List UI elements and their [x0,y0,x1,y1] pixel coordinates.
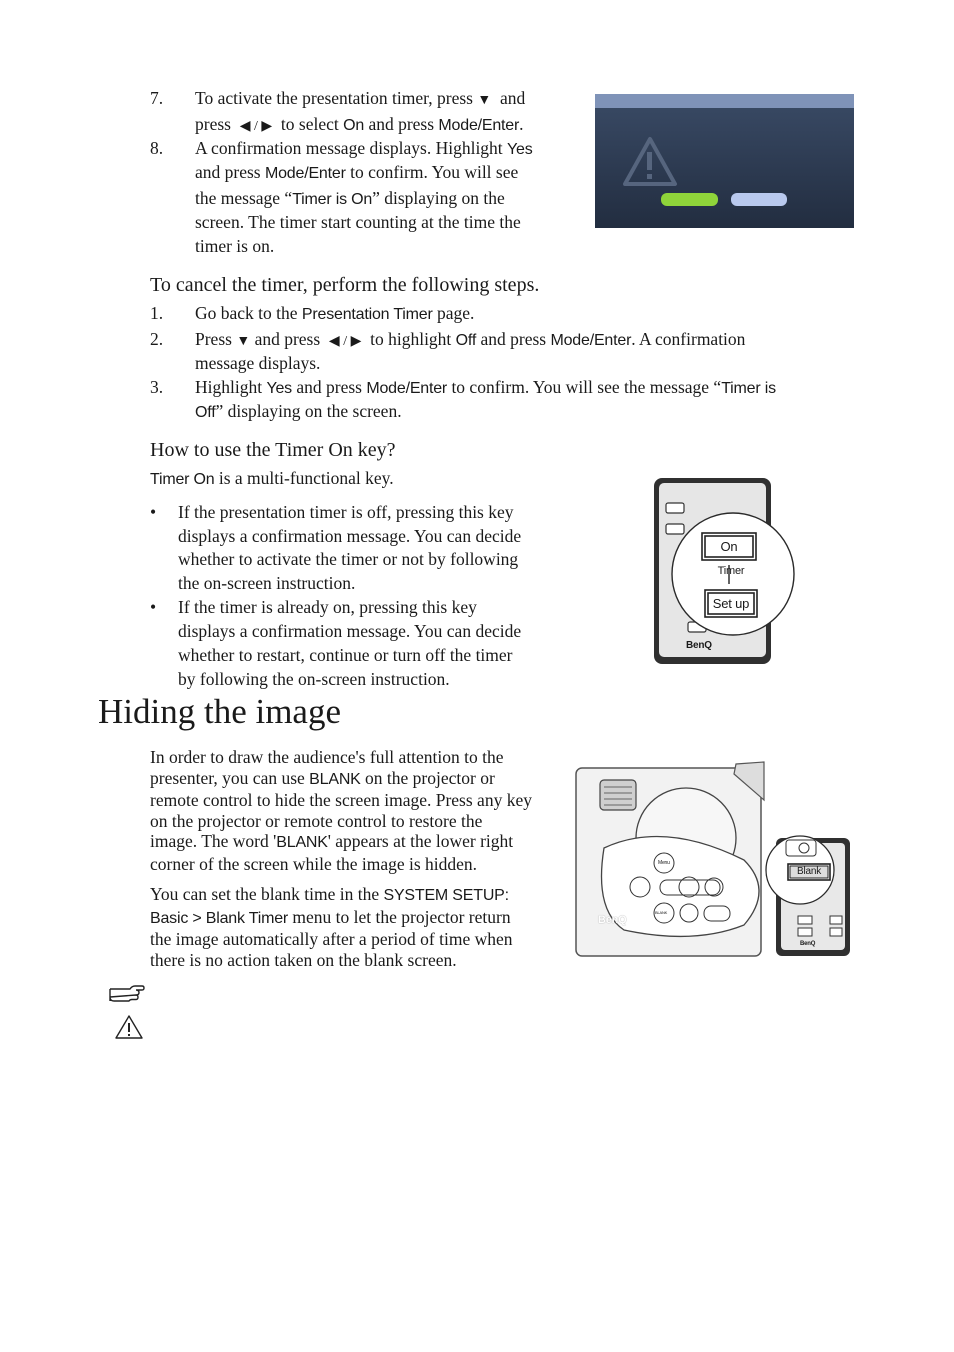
keyword-timer-is: Timer is [721,380,776,397]
note-hand-icon [108,982,146,1004]
setup-key-label: Set up [712,596,750,611]
keyword-system-setup: SYSTEM SETUP: [383,887,509,904]
step-7-line-2 [195,112,524,139]
text-line [150,768,570,791]
text: and press [254,329,321,349]
text: presenter, you can use [150,767,305,788]
keyword-blank: BLANK [276,834,328,851]
bullet-2-line-3: whether to restart, continue or turn off the timer [178,645,513,665]
projector-blank-image [574,760,852,960]
confirmation-screen-graphic [595,94,854,228]
projector-blank-key: BLANK [655,910,668,915]
bullet-2-line-4: by following the on-screen instruction. [178,669,450,689]
cancel-heading: To cancel the timer, perform the following steps. [150,274,540,296]
text: ' appears at the lower right [327,831,514,851]
text: is a multi-functional key. [218,468,394,488]
cancel-step-2-line-2: message displays. [195,353,321,373]
text-line [150,884,570,907]
step-number: 2. [150,329,164,349]
text: Highlight [195,377,263,397]
projector-menu-key: Menu [658,860,670,866]
cancel-step-3-line-2 [195,399,402,425]
cancel-step-3-line-1 [195,375,776,401]
remote-blank-key-label: Blank [796,866,821,877]
section-title: Hiding the image [98,692,342,731]
left-right-arrow-icon: ◀ / ▶ [328,334,362,349]
keyword-blank-timer: Basic > Blank Timer [150,909,289,927]
remote-brand-logo: BenQ [686,640,712,651]
cancel-step-2-line-1 [195,327,745,354]
down-arrow-icon: ▼ [236,334,251,349]
yes-button-graphic [661,193,718,206]
text: and [499,88,526,108]
text-line [150,831,570,854]
left-right-arrow-icon: ◀ / ▶ [239,119,273,134]
keyword-yes: Yes [507,141,533,158]
text: the message “ [195,188,293,208]
keyword-on: On [343,117,365,134]
keyword-mode-enter: Mode/Enter [438,117,520,134]
text: page. [436,303,475,323]
bullet: • [150,597,157,617]
bullet-1-line-1: If the presentation timer is off, pressing this key [178,502,514,522]
bullet: • [150,502,157,522]
step-8-line-5: timer is on. [195,236,275,256]
text: image. The word ' [150,831,277,851]
text-line: the image automatically after a period of time when [150,929,513,949]
text: A confirmation message displays. Highlight [195,138,503,158]
keyword-timer-on: Timer On [150,471,215,488]
text-line [150,907,570,930]
hiding-paragraph-1 [150,747,570,874]
confirmation-screen-image [595,94,854,228]
projector-graphic [574,760,852,960]
step-8-line-2 [195,160,518,186]
keyword-off: Off [195,404,216,421]
keyword-mode-enter: Mode/Enter [264,165,346,182]
bullet-2-line-2: displays a confirmation message. You can decide [178,621,522,641]
keyword-yes: Yes [266,380,292,397]
text: to confirm. You will see [350,162,519,182]
keyword-mode-enter: Mode/Enter [366,380,448,397]
hiding-paragraph-2 [150,884,570,970]
step-8-line-3 [195,186,505,212]
text: You can set the blank time in the [150,884,380,904]
no-button-graphic [731,193,787,206]
step-number: 3. [150,377,164,397]
text: menu to let the projector return [292,906,511,927]
step-number: 7. [150,88,164,108]
text: and press [296,377,362,397]
bullet-2-line-1: If the timer is already on, pressing this key [178,597,477,617]
text: and press [195,162,261,182]
text-line: corner of the screen while the image is hidden. [150,853,478,874]
text: Press [195,329,232,349]
text: Go back to the [195,303,298,323]
keyword-off: Off [455,332,477,349]
projector-brand-logo: BenQ [598,914,627,926]
text-line: remote control to hide the screen image. Press any key [150,790,532,810]
text-line: on the projector or remote control to restore the [150,810,483,831]
text-line: In order to draw the audience's full attention to the [150,747,504,767]
bullet-1-line-3: whether to activate the timer or not by following [178,549,519,569]
keyword-timer-is-on: Timer is On [292,191,373,208]
text: on the projector or [365,767,495,788]
text: ” displaying on the screen. [215,401,402,421]
bullet-1-line-4: the on-screen instruction. [178,573,356,593]
on-key-label: On [720,539,738,554]
keyword-mode-enter: Mode/Enter [550,332,632,349]
text: ” displaying on the [372,188,505,208]
text: and press [480,329,547,349]
keyword-presentation-timer: Presentation Timer [301,306,433,323]
text: to highlight [370,329,452,349]
timer-key-heading: How to use the Timer On key? [150,439,396,461]
cancel-step-1 [195,301,474,327]
remote-brand-logo: BenQ [800,941,816,947]
text: and press [368,114,435,134]
text-line: there is no action taken on the blank screen. [150,949,457,970]
timer-key-intro [150,466,394,492]
step-8-line-4: screen. The timer start counting at the time the [195,212,521,232]
step-number: 1. [150,303,164,323]
step-7-line-1 [195,86,525,113]
warning-icon [114,1014,144,1040]
text: . A confirmation [631,329,746,349]
step-8-line-1 [195,136,533,162]
text: . [519,114,524,134]
timer-label: Timer [717,565,745,577]
text: To activate the presentation timer, press [195,88,473,108]
text: to confirm. You will see the message “ [451,377,722,397]
down-arrow-icon: ▼ [477,93,492,108]
step-number: 8. [150,138,164,158]
bullet-1-line-2: displays a confirmation message. You can decide [178,526,522,546]
keyword-blank: BLANK [309,770,361,788]
text: to select [280,114,339,134]
remote-timer-image [652,476,797,668]
text: press [195,114,231,134]
